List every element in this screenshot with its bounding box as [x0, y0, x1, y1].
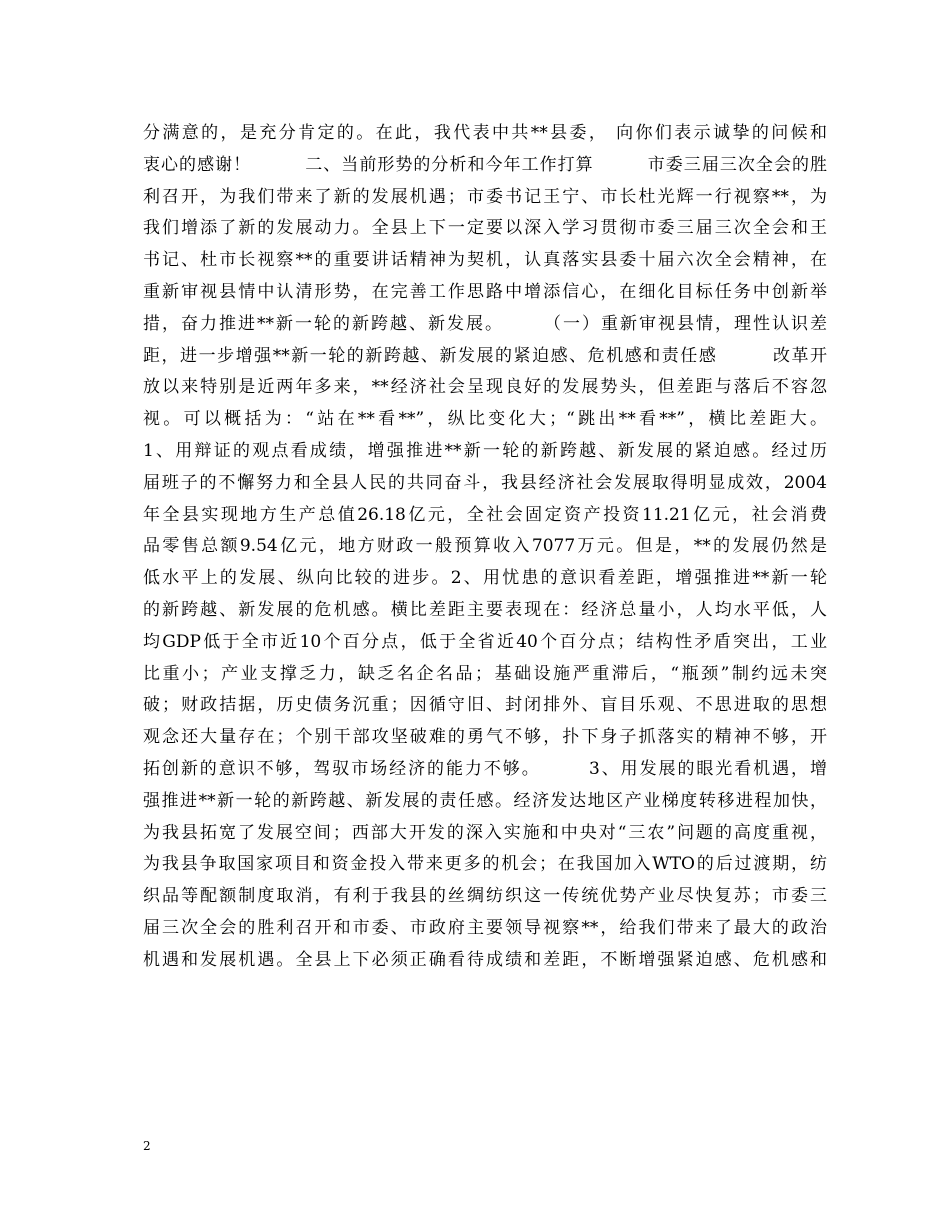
text-line: 届班子的不懈努力和全县人民的共同奋斗，我县经济社会发展取得明显成效，2004: [143, 472, 827, 493]
text-line: 距，进一步增强**新一轮的新跨越、新发展的紧迫感、危机感和责任感 改革开: [143, 345, 827, 366]
text-line: 分满意的，是充分肯定的。在此，我代表中共**县委， 向你们表示诚挚的问候和: [143, 123, 827, 143]
text-line: 1、用辩证的观点看成绩，增强推进**新一轮的新跨越、新发展的紧迫感。经过历: [143, 440, 827, 461]
text-line: 机遇和发展机遇。全县上下必须正确看待成绩和差距，不断增强紧迫感、危机感和: [143, 949, 827, 970]
page-number: 2: [143, 1139, 151, 1153]
text-line: 均GDP低于全市近10个百分点，低于全省近40个百分点；结构性矛盾突出，工业: [143, 631, 827, 652]
text-line: 利召开，为我们带来了新的发展机遇；市委书记王宁、市长杜光辉一行视察**，为: [143, 186, 827, 207]
body-text: [143, 118, 827, 977]
text-line: 重新审视县情中认清形势，在完善工作思路中增添信心，在细化目标任务中创新举: [143, 281, 827, 302]
text-line: 拓创新的意识不够，驾驭市场经济的能力不够。 3、用发展的眼光看机遇，增: [143, 758, 827, 779]
text-line: 为我县拓宽了发展空间；西部大开发的深入实施和中央对“三农”问题的高度重视，: [143, 822, 827, 843]
text-line: 年全县实现地方生产总值26.18亿元，全社会固定资产投资11.21亿元，社会消费: [143, 504, 827, 525]
text-line: 破；财政拮据，历史债务沉重；因循守旧、封闭排外、盲目乐观、不思进取的思想: [143, 695, 827, 716]
text-line: 届三次全会的胜利召开和市委、市政府主要领导视察**，给我们带来了最大的政治: [143, 917, 827, 938]
text-line: 织品等配额制度取消，有利于我县的丝绸纺织这一传统优势产业尽快复苏；市委三: [143, 886, 827, 907]
text-line: 品零售总额9.54亿元，地方财政一般预算收入7077万元。但是，**的发展仍然是: [143, 536, 827, 557]
text-line: 为我县争取国家项目和资金投入带来更多的机会；在我国加入WTO的后过渡期，纺: [143, 854, 827, 875]
text-line: 视。可以概括为：“站在**看**”，纵比变化大；“跳出**看**”，横比差距大。: [143, 409, 827, 430]
text-line: 衷心的感谢！ 二、当前形势的分析和今年工作打算 市委三届三次全会的胜: [143, 154, 827, 175]
text-line: 书记、杜市长视察**的重要讲话精神为契机，认真落实县委十届六次全会精神，在: [143, 250, 827, 271]
text-line: 放以来特别是近两年多来，**经济社会呈现良好的发展势头，但差距与落后不容忽: [143, 377, 827, 398]
text-line: 低水平上的发展、纵向比较的进步。2、用忧患的意识看差距，增强推进**新一轮: [143, 568, 827, 589]
text-line: 我们增添了新的发展动力。全县上下一定要以深入学习贯彻市委三届三次全会和王: [143, 218, 827, 239]
text-line: 观念还大量存在；个别干部攻坚破难的勇气不够，扑下身子抓落实的精神不够，开: [143, 727, 827, 748]
text-line: 比重小；产业支撑乏力，缺乏名企名品；基础设施严重滞后，“瓶颈”制约远未突: [143, 663, 827, 684]
text-line: 措，奋力推进**新一轮的新跨越、新发展。 （一）重新审视县情，理性认识差: [143, 313, 827, 334]
text-line: 的新跨越、新发展的危机感。横比差距主要表现在：经济总量小，人均水平低，人: [143, 599, 827, 620]
text-line: 强推进**新一轮的新跨越、新发展的责任感。经济发达地区产业梯度转移进程加快，: [143, 790, 827, 811]
